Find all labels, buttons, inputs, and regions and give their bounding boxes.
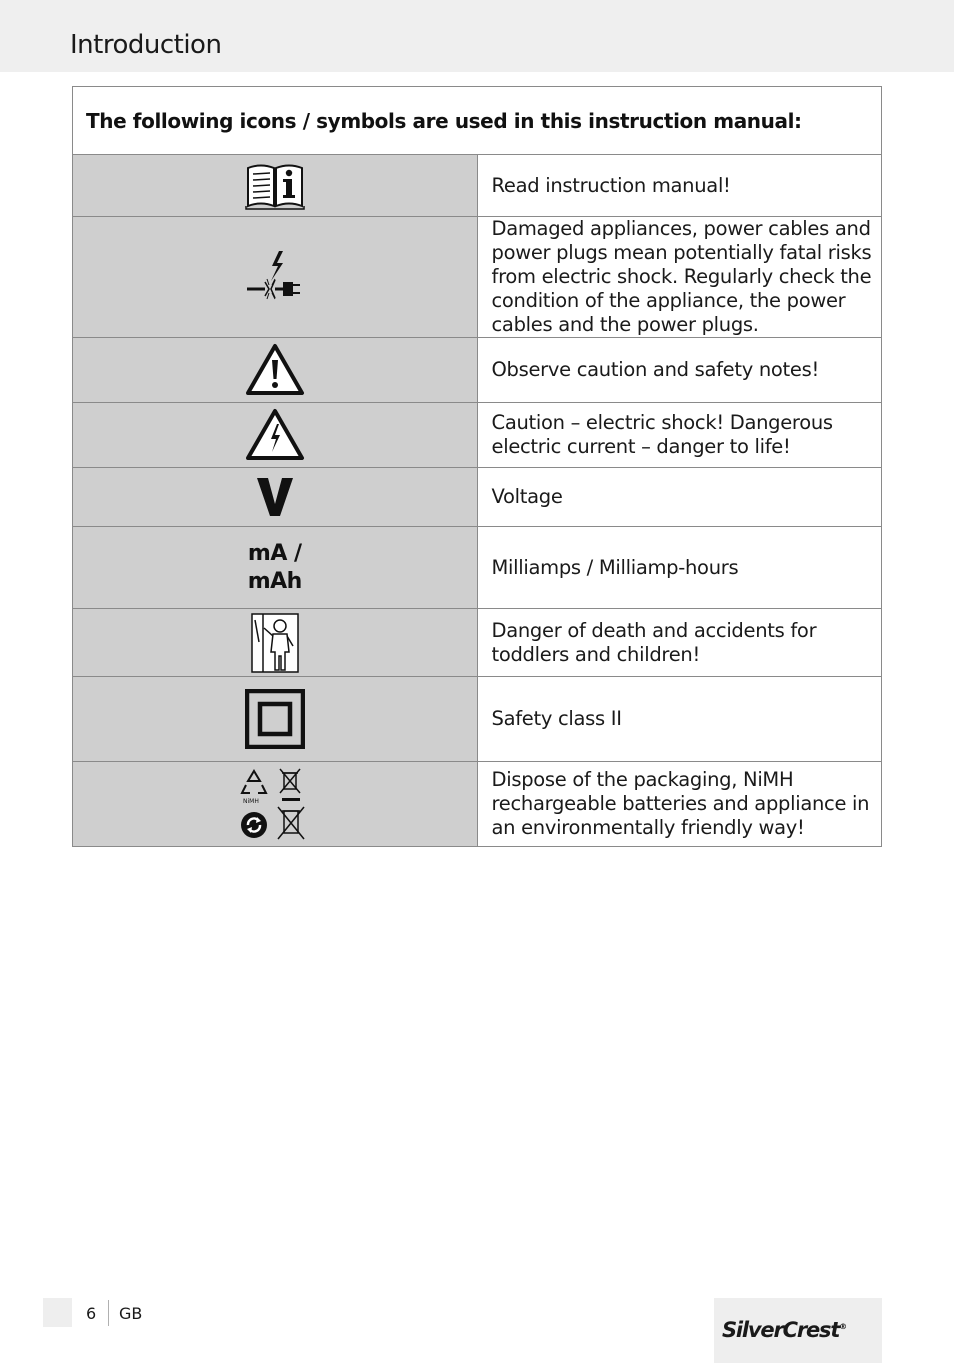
table-row <box>73 403 882 468</box>
brand-logo <box>722 1318 846 1342</box>
table-row <box>73 155 882 217</box>
row-text: Voltage <box>477 468 882 527</box>
electric-shock-triangle-icon <box>245 408 305 462</box>
footer-page-box <box>43 1298 72 1327</box>
icon-cell <box>73 527 478 609</box>
table-heading: The following icons / symbols are used in this instruction manual: <box>86 108 802 133</box>
milliamp-icon-line2: mAh <box>247 568 302 594</box>
table-row <box>73 527 882 609</box>
row-text: Safety class II <box>477 677 882 762</box>
registered-mark: ® <box>839 1322 846 1331</box>
row-text: Danger of death and accidents for toddlers and children! <box>477 609 882 677</box>
table-row <box>73 762 882 847</box>
row-text: Caution – electric shock! Dangerous electric current – danger to life! <box>477 403 882 468</box>
row-text: Read instruction manual! <box>477 155 882 217</box>
page-title: Introduction <box>70 30 222 60</box>
icon-cell <box>73 155 478 217</box>
milliamp-icon-line1: mA / <box>247 540 302 566</box>
row-text: Observe caution and safety notes! <box>477 338 882 403</box>
nimh-label: NiMH <box>242 798 259 805</box>
voltage-icon <box>245 474 305 520</box>
language-code: GB <box>119 1304 143 1323</box>
brand-name: SilverCrest <box>722 1318 840 1342</box>
page-number: 6 <box>86 1304 97 1323</box>
icon-cell <box>73 403 478 468</box>
icon-cell <box>73 338 478 403</box>
table-row <box>73 677 882 762</box>
warning-triangle-icon <box>245 343 305 397</box>
safety-class-2-icon <box>245 689 305 749</box>
child-danger-icon <box>249 612 301 674</box>
icon-cell <box>73 677 478 762</box>
symbols-table <box>72 86 882 847</box>
icon-cell <box>73 609 478 677</box>
footer-divider <box>108 1300 109 1326</box>
icon-cell <box>73 468 478 527</box>
table-row <box>73 609 882 677</box>
instruction-manual-icon <box>245 162 305 210</box>
recycling-disposal-icon <box>240 767 310 841</box>
milliamp-icon <box>73 540 477 596</box>
icon-cell <box>73 217 478 338</box>
table-heading-cell <box>73 87 882 155</box>
table-row <box>73 217 882 338</box>
row-text: Damaged appliances, power cables and power plugs mean potentially fatal risks from electric shock. Regularly check the condition of the appliance, the power cables and the power plugs. <box>477 217 882 338</box>
icon-cell <box>73 762 478 847</box>
table-row <box>73 338 882 403</box>
table-row <box>73 468 882 527</box>
table-header-row <box>73 87 882 155</box>
row-text: Milliamps / Milliamp-hours <box>477 527 882 609</box>
row-text: Dispose of the packaging, NiMH rechargeable batteries and appliance in an environmentally friendly way! <box>477 762 882 847</box>
damaged-cable-shock-icon <box>245 249 305 305</box>
